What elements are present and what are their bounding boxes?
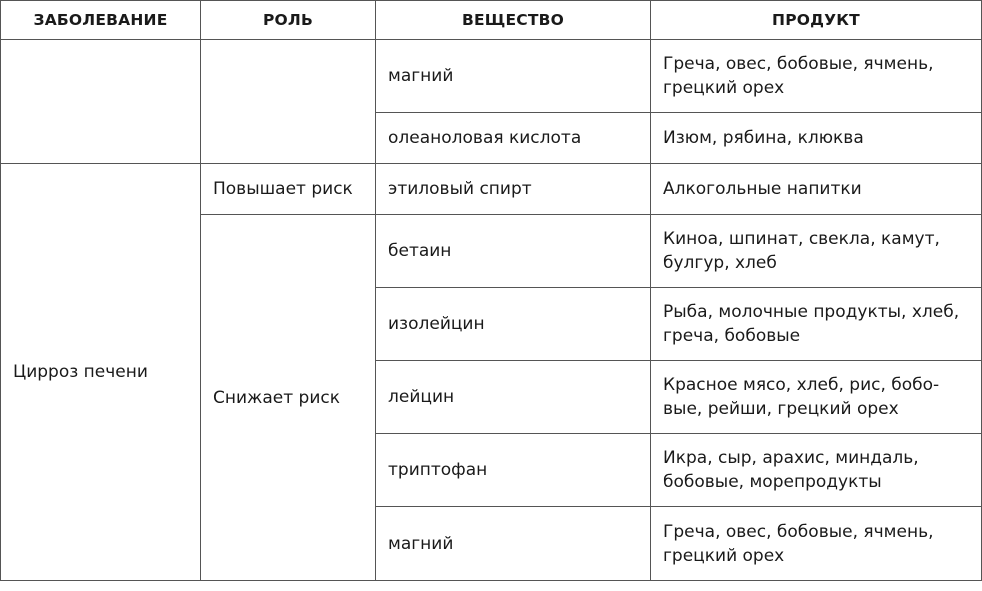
substance-cell: триптофан	[376, 434, 651, 507]
table-row	[1, 40, 982, 113]
role-cell-empty	[201, 40, 376, 164]
product-cell: Киноа, шпинат, свекла, камут, булгур, хлеб	[651, 215, 982, 288]
table-row	[1, 164, 982, 215]
product-cell: Красное мясо, хлеб, рис, бобо-вые, рейши, грецкий орех	[651, 361, 982, 434]
role-cell-decreases: Снижает риск	[201, 215, 376, 581]
disease-cell-empty	[1, 40, 201, 164]
substance-cell: лейцин	[376, 361, 651, 434]
product-cell: Изюм, рябина, клюква	[651, 113, 982, 164]
product-cell: Рыба, молочные продукты, хлеб, греча, бобовые	[651, 288, 982, 361]
table-header-row	[1, 1, 982, 40]
header-role: РОЛЬ	[201, 1, 376, 40]
role-cell-increases: Повышает риск	[201, 164, 376, 215]
header-product: ПРОДУКТ	[651, 1, 982, 40]
product-cell: Греча, овес, бобовые, ячмень, грецкий орех	[651, 507, 982, 581]
substance-cell: магний	[376, 507, 651, 581]
header-disease: ЗАБОЛЕВАНИЕ	[1, 1, 201, 40]
disease-cell: Цирроз печени	[1, 164, 201, 581]
substance-cell: магний	[376, 40, 651, 113]
substance-cell: изолейцин	[376, 288, 651, 361]
substance-cell: этиловый спирт	[376, 164, 651, 215]
product-cell: Греча, овес, бобовые, ячмень, грецкий орех	[651, 40, 982, 113]
product-cell: Алкогольные напитки	[651, 164, 982, 215]
product-cell: Икра, сыр, арахис, миндаль, бобовые, морепродукты	[651, 434, 982, 507]
substance-cell: олеаноловая кислота	[376, 113, 651, 164]
header-substance: ВЕЩЕСТВО	[376, 1, 651, 40]
substance-cell: бетаин	[376, 215, 651, 288]
